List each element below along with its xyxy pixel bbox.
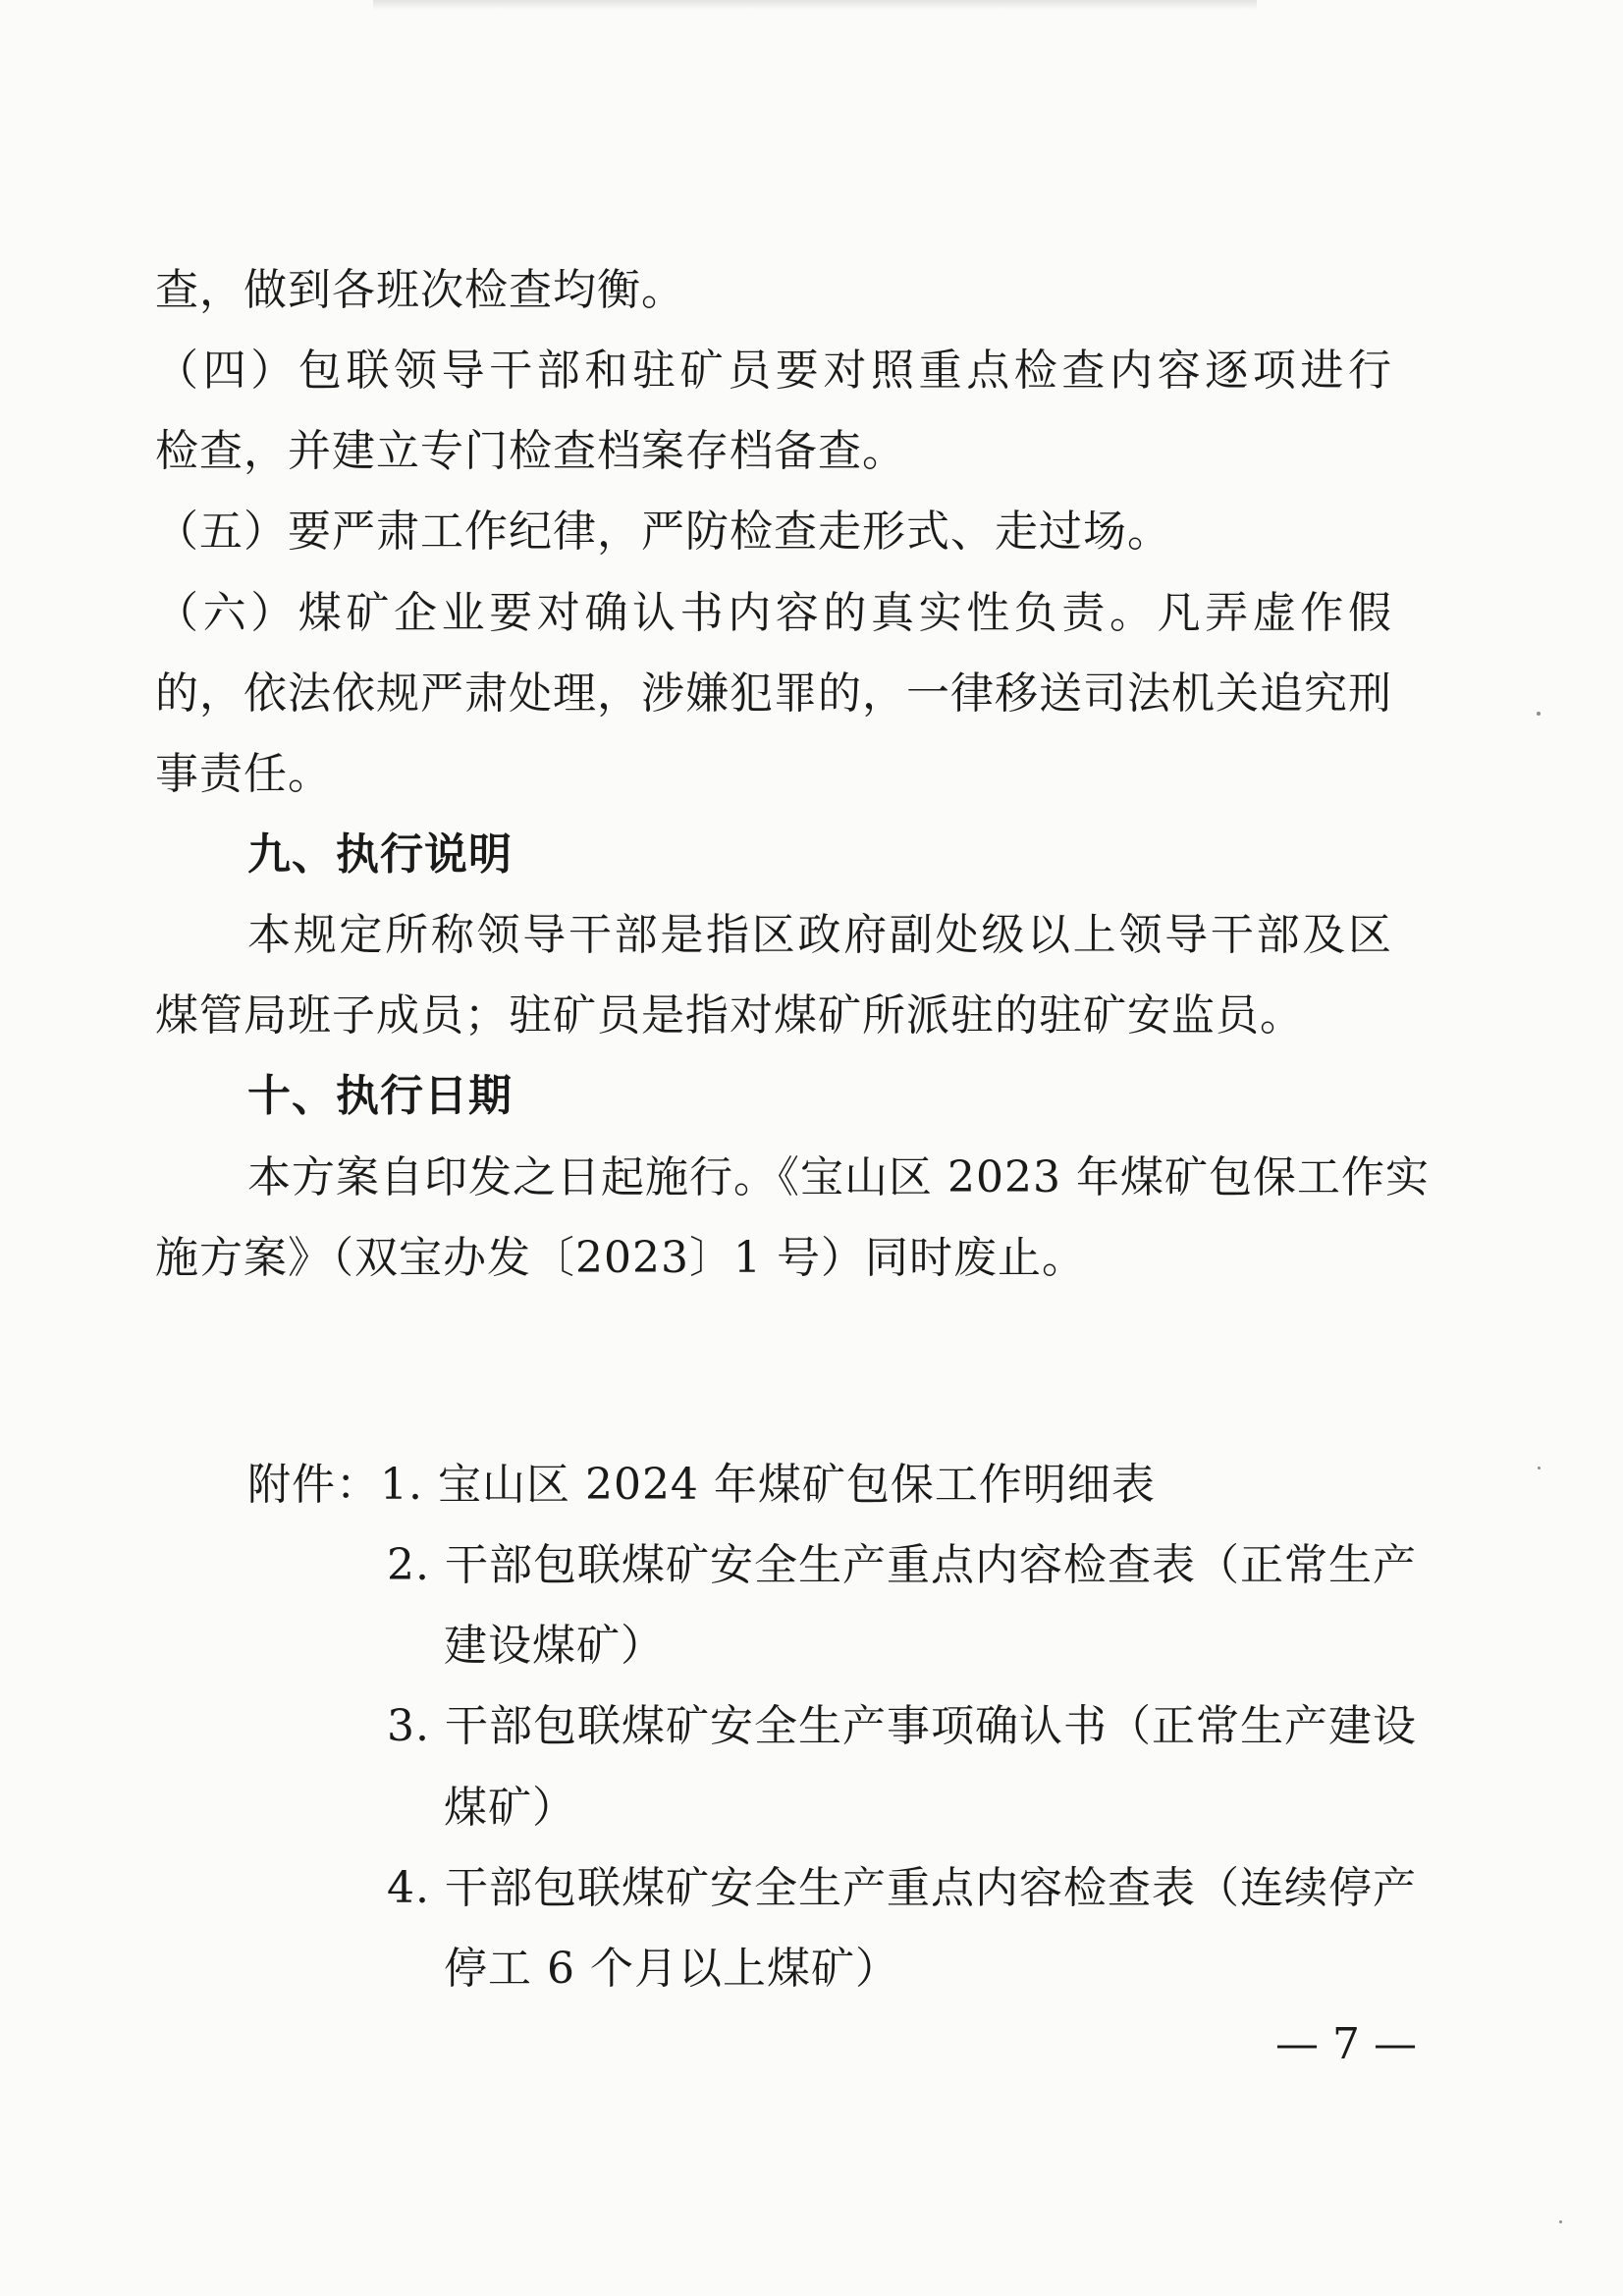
attachment-line: 停工 6 个月以上煤矿）: [444, 1944, 899, 1994]
attachment-line: 煤矿）: [444, 1783, 576, 1833]
scan-speck: [1559, 2220, 1562, 2223]
paragraph-line: 查，做到各班次检查均衡。: [155, 265, 685, 315]
scan-speck: [1538, 1467, 1541, 1469]
paragraph-line: （四）包联领导干部和驻矿员要对照重点检查内容逐项进行: [155, 346, 1392, 396]
paragraph-line: 的，依法依规严肃处理，涉嫌犯罪的，一律移送司法机关追究刑: [155, 668, 1392, 719]
paragraph-line: 检查，并建立专门检查档案存档备查。: [155, 426, 906, 476]
attachment-line: 2. 干部包联煤矿安全生产重点内容检查表（正常生产: [387, 1540, 1417, 1590]
paragraph-line: 事责任。: [155, 749, 332, 799]
paragraph-line: 本规定所称领导干部是指区政府副处级以上领导干部及区: [247, 910, 1392, 960]
attachment-line: 建设煤矿）: [444, 1621, 665, 1671]
page-number: — 7 —: [1275, 2019, 1417, 2069]
paragraph-line: （六）煤矿企业要对确认书内容的真实性负责。凡弄虚作假: [155, 588, 1392, 638]
section-heading-nine: 九、执行说明: [247, 829, 513, 880]
scan-speck: [1537, 712, 1541, 716]
paragraph-line: 施方案》（双宝办发〔2023〕1 号）同时废止。: [155, 1233, 1086, 1283]
paragraph-line: 本方案自印发之日起施行。《宝山区 2023 年煤矿包保工作实: [247, 1152, 1430, 1202]
section-heading-ten: 十、执行日期: [247, 1071, 513, 1121]
attachment-line: 附件：1. 宝山区 2024 年煤矿包保工作明细表: [247, 1460, 1156, 1510]
attachment-line: 4. 干部包联煤矿安全生产重点内容检查表（连续停产: [387, 1863, 1417, 1913]
attachment-line: 3. 干部包联煤矿安全生产事项确认书（正常生产建设: [387, 1701, 1417, 1751]
scan-edge-shadow: [373, 0, 1257, 10]
paragraph-line: 煤管局班子成员；驻矿员是指对煤矿所派驻的驻矿安监员。: [155, 990, 1304, 1041]
paragraph-line: （五）要严肃工作纪律，严防检查走形式、走过场。: [155, 507, 1171, 557]
